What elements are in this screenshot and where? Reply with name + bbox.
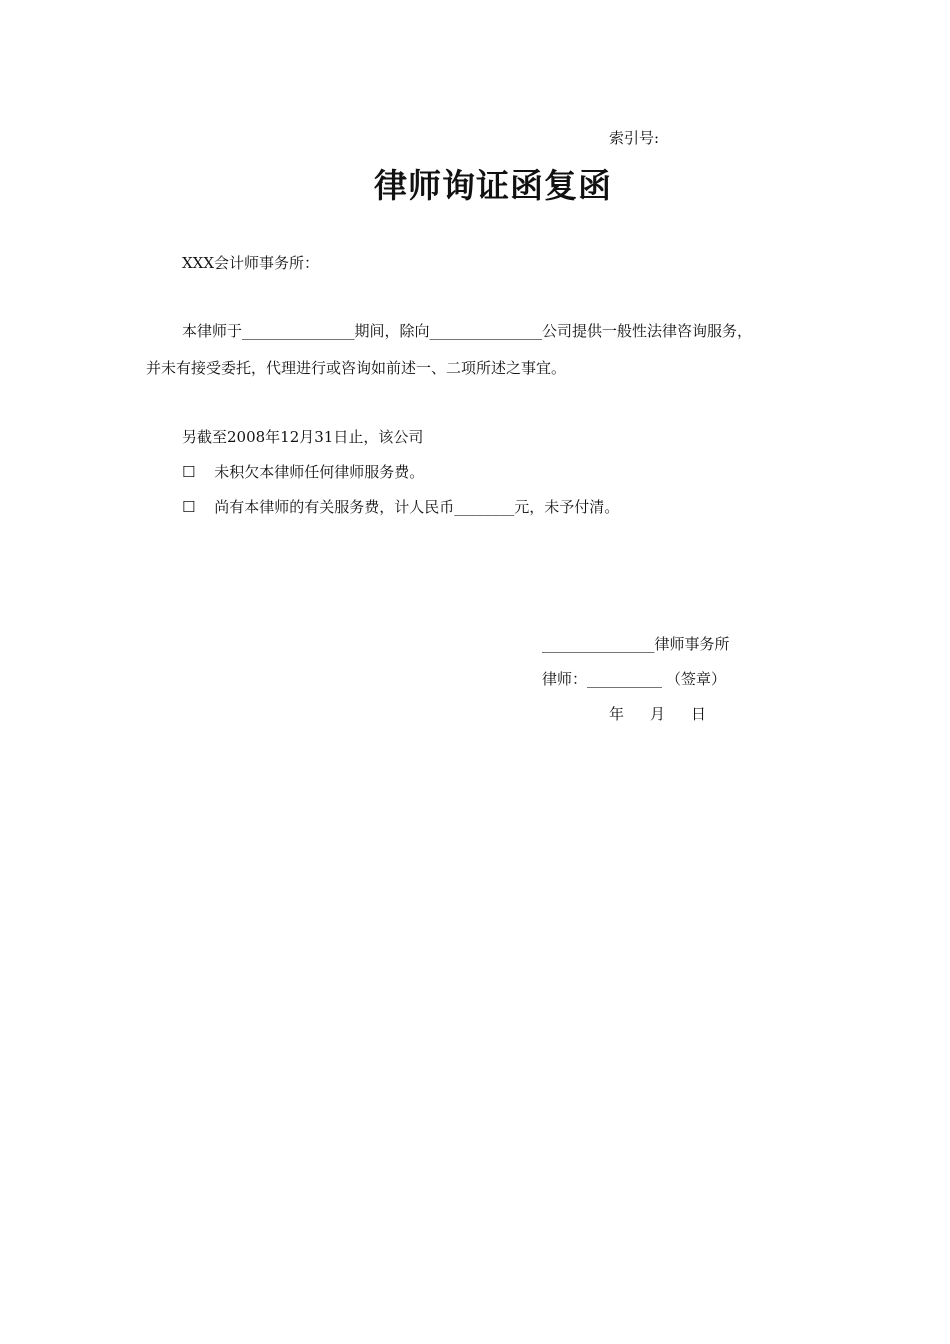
body-paragraph-line-2: 并未有接受委托，代理进行或咨询如前述一、二项所述之事宜。 [146,359,567,377]
addressee: XXX会计师事务所： [182,254,320,272]
date-month-label: 月 [650,705,666,723]
index-number-label: 索引号: [609,129,660,147]
body-text: 期间，除向 [354,322,430,340]
date-line [609,704,706,724]
option-text: 元，未予付清。 [514,498,620,516]
law-firm-signature-line [542,634,730,654]
firm-name-blank: _______________ [542,635,655,653]
firm-label: 律师事务所 [654,635,730,653]
lawyer-label: 律师： [542,670,588,688]
period-blank: _______________ [242,322,355,340]
option-text: 尚有本律师的有关服务费，计人民币 [214,498,455,516]
seal-label: （签章） [666,670,727,688]
amount-blank: ________ [454,498,515,516]
option-row [182,497,619,517]
body-text: 本律师于 [182,322,243,340]
date-day-label: 日 [691,705,707,723]
checkbox-icon[interactable]: ☐ [182,498,196,516]
option-text: 未积欠本律师任何律师服务费。 [214,463,425,481]
checkbox-icon[interactable]: ☐ [182,463,196,481]
option-row [182,462,424,482]
lawyer-signature-line [542,669,726,689]
as-of-statement: 另截至2008年12月31日止，该公司 [182,428,424,446]
lawyer-name-blank: __________ [587,670,663,688]
document-title: 律师询证函复函 [374,166,612,205]
company-blank: _______________ [429,322,543,340]
date-year-label: 年 [609,705,625,723]
body-text: 公司提供一般性法律咨询服务， [542,322,753,340]
body-paragraph-line-1 [182,321,752,341]
